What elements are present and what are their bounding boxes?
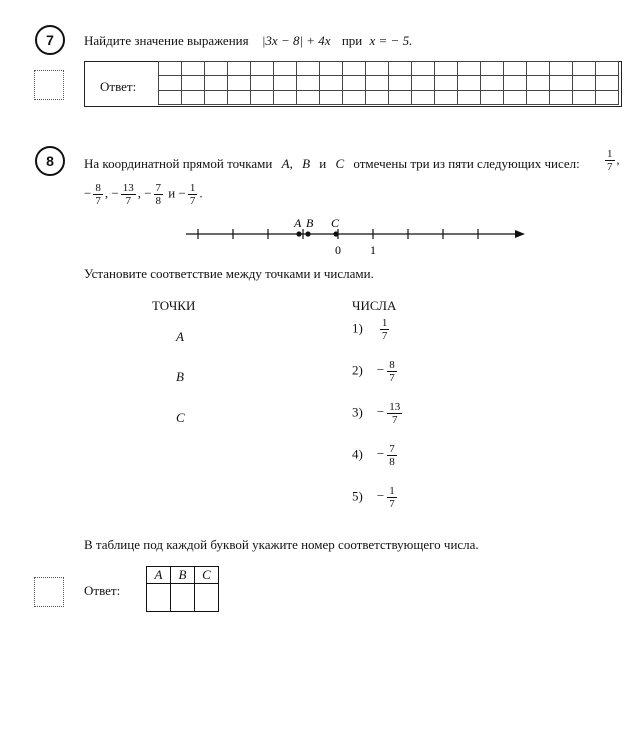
answer-grid-cell[interactable] (296, 61, 320, 76)
answer-grid-cell[interactable] (227, 61, 251, 76)
point-a-dot (296, 231, 301, 236)
answer-cell-b[interactable] (171, 584, 195, 612)
answer-grid-cell[interactable] (549, 75, 573, 90)
q8-prompt-tail: отмечены три из пяти следующих чисел: (353, 156, 580, 171)
option-numerator: 1 (381, 317, 388, 329)
answer-grid-cell[interactable] (457, 75, 481, 90)
answer-grid-cell[interactable] (572, 75, 596, 90)
q8-comma: , (289, 156, 293, 171)
answer-grid-cell[interactable] (181, 61, 205, 76)
option-sign: − (376, 362, 385, 378)
number-option (352, 485, 399, 510)
answer-grid-cell[interactable] (273, 90, 297, 105)
answer-grid-cell[interactable] (526, 90, 550, 105)
q7-expression: |3x − 8| + 4x (261, 33, 331, 48)
answer-grid-cell[interactable] (319, 75, 343, 90)
answer-grid-cell[interactable] (572, 90, 596, 105)
answer-grid-cell[interactable] (549, 90, 573, 105)
answer-grid-cell[interactable] (434, 75, 458, 90)
q7-text (84, 33, 412, 49)
option-sign: − (376, 404, 385, 420)
answer-grid-cell[interactable] (204, 90, 228, 105)
question-number-8: 8 (35, 146, 65, 176)
q8-point-a-ref: A (281, 156, 290, 171)
point-b-label: B (306, 216, 314, 230)
q7-answer-label: Ответ: (100, 79, 137, 94)
tick-label-1: 1 (370, 243, 376, 257)
answer-grid-cell[interactable] (457, 61, 481, 76)
answer-grid-cell[interactable] (434, 90, 458, 105)
q8-point-b-ref: B (302, 156, 311, 171)
answer-grid-cell[interactable] (365, 90, 389, 105)
answer-grid-cell[interactable] (526, 61, 550, 76)
option-numerator: 8 (389, 359, 395, 371)
q8-answer-label: Ответ: (84, 583, 121, 598)
option-sign: − (376, 488, 385, 504)
answer-grid-cell[interactable] (250, 90, 274, 105)
q7-answer-grid[interactable] (159, 62, 619, 105)
answer-grid-cell[interactable] (250, 61, 274, 76)
answer-grid-cell[interactable] (204, 75, 228, 90)
number-line (180, 212, 525, 257)
q8-match-instruction: Установите соответствие между точками и числами. (84, 266, 374, 281)
answer-grid-cell[interactable] (296, 90, 320, 105)
answer-cell-a[interactable] (147, 584, 171, 612)
option-numerator: 1 (389, 485, 395, 497)
answer-grid-cell[interactable] (572, 61, 596, 76)
point-b-dot (305, 231, 310, 236)
option-sign: − (376, 446, 385, 462)
answer-grid-cell[interactable] (273, 61, 297, 76)
answer-grid-cell[interactable] (388, 61, 412, 76)
q8-answer-table (146, 566, 219, 612)
answer-grid-cell[interactable] (227, 90, 251, 105)
answer-grid-cell[interactable] (319, 61, 343, 76)
question-number-7: 7 (35, 25, 65, 55)
answer-grid-cell[interactable] (158, 61, 182, 76)
answer-grid-cell[interactable] (181, 75, 205, 90)
answer-grid-cell[interactable] (273, 75, 297, 90)
answer-grid-cell[interactable] (204, 61, 228, 76)
answer-grid-cell[interactable] (434, 61, 458, 76)
answer-grid-cell[interactable] (411, 61, 435, 76)
q8-answer-check-box (34, 577, 64, 607)
q8-number-list: − $\frac{8}{7}$ , − $\frac{13}{7}$ , − $\frac{7}{8}$ и − $\frac{1}{7}$ . (84, 182, 203, 207)
option-denominator: 7 (381, 330, 388, 342)
option-index: 2) (352, 362, 363, 378)
point-a-label: A (294, 216, 302, 230)
option-index: 4) (352, 446, 363, 462)
q8-prompt: На координатной прямой точками (84, 156, 273, 171)
number-option (352, 401, 404, 426)
match-point-a: A (176, 329, 184, 344)
option-denominator: 7 (389, 498, 395, 510)
answer-grid-cell[interactable] (480, 90, 504, 105)
answer-grid-cell[interactable] (503, 61, 527, 76)
answer-grid-cell[interactable] (411, 90, 435, 105)
numbers-column-header: ЧИСЛА (352, 298, 397, 313)
answer-grid-cell[interactable] (342, 90, 366, 105)
answer-grid-cell[interactable] (388, 75, 412, 90)
answer-grid-cell[interactable] (480, 75, 504, 90)
q8-and-word: и (319, 156, 327, 171)
tick-label-0: 0 (335, 243, 341, 257)
answer-grid-cell[interactable] (411, 75, 435, 90)
answer-table-header-c: C (195, 567, 219, 584)
option-index: 5) (352, 488, 363, 504)
option-denominator: 7 (391, 414, 398, 426)
q8-point-c-ref: C (335, 156, 345, 171)
match-point-b: B (176, 369, 184, 384)
q7-condition: x = − 5. (369, 33, 413, 48)
answer-grid-cell[interactable] (457, 90, 481, 105)
option-index: 3) (352, 404, 363, 420)
answer-table-header-b: B (171, 567, 195, 584)
q7-prompt: Найдите значение выражения (84, 33, 249, 48)
answer-grid-cell[interactable] (365, 75, 389, 90)
answer-grid-cell[interactable] (595, 61, 619, 76)
answer-grid-cell[interactable] (342, 61, 366, 76)
q8-fraction-1-7: $\frac{1}{7}$ , (607, 148, 620, 173)
answer-grid-cell[interactable] (503, 90, 527, 105)
answer-grid-cell[interactable] (158, 90, 182, 105)
point-c-dot (333, 231, 338, 236)
match-point-c: C (176, 410, 185, 425)
option-denominator: 7 (389, 372, 395, 384)
number-option (352, 443, 399, 468)
answer-grid-cell[interactable] (250, 75, 274, 90)
q7-answer-check-box (34, 70, 64, 100)
answer-grid-cell[interactable] (388, 90, 412, 105)
q7-condition-word: при (341, 33, 363, 48)
answer-grid-cell[interactable] (158, 75, 182, 90)
answer-table-header-a: A (147, 567, 171, 584)
answer-grid-cell[interactable] (296, 75, 320, 90)
answer-grid-cell[interactable] (595, 90, 619, 105)
point-c-label: C (331, 216, 340, 230)
answer-grid-cell[interactable] (227, 75, 251, 90)
answer-grid-cell[interactable] (503, 75, 527, 90)
answer-grid-cell[interactable] (319, 90, 343, 105)
answer-grid-cell[interactable] (181, 90, 205, 105)
number-option (352, 317, 391, 342)
answer-grid-cell[interactable] (526, 75, 550, 90)
points-column-header: ТОЧКИ (152, 298, 196, 313)
answer-grid-cell[interactable] (342, 75, 366, 90)
option-numerator: 7 (389, 443, 395, 455)
answer-grid-cell[interactable] (480, 61, 504, 76)
option-numerator: 13 (389, 401, 401, 413)
number-option (352, 359, 399, 384)
answer-grid-cell[interactable] (595, 75, 619, 90)
answer-cell-c[interactable] (195, 584, 219, 612)
answer-grid-cell[interactable] (365, 61, 389, 76)
q8-prompt-line (84, 156, 580, 172)
option-index: 1) (352, 320, 363, 336)
answer-grid-cell[interactable] (549, 61, 573, 76)
option-denominator: 8 (389, 456, 395, 468)
q8-table-instruction: В таблице под каждой буквой укажите номер соответствующего числа. (84, 537, 479, 552)
